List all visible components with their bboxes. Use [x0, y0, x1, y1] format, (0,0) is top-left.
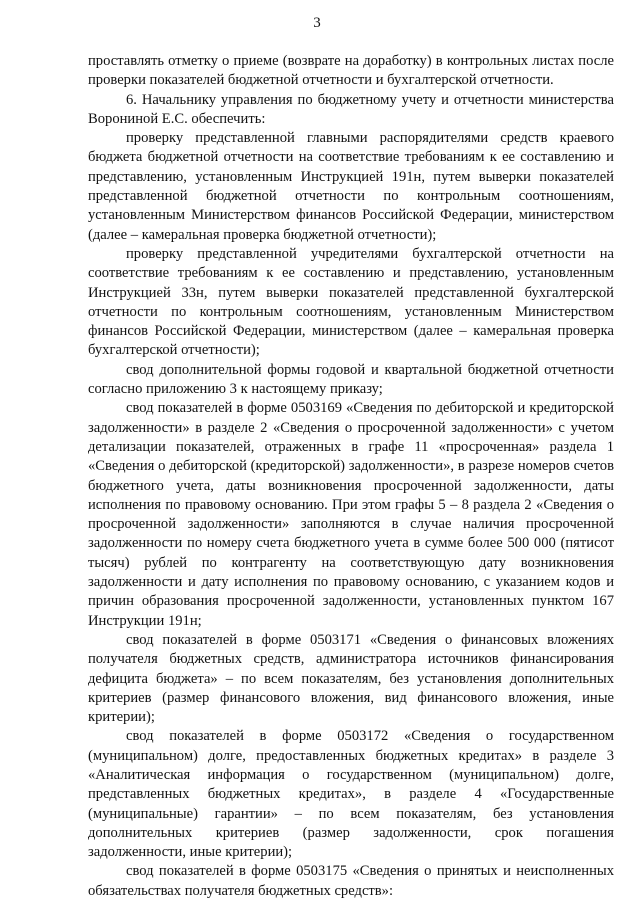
page-number: 3 [313, 15, 321, 31]
document-body [88, 52, 614, 901]
paragraph-form-0503169: свод показателей в форме 0503169 «Сведения по дебиторской и кредиторской задолженности» в разделе 2 «Сведения о просроченной задолженности» с учетом детализации показателей, отраженных в графе 11 «просроченная» раздела 1 «Сведения о дебиторской (кредиторской) задолженности», в разрезе номеров счетов бюджетного учета, даты возникновения просроченной задолженности, даты исполнения по правовому основанию. При этом графы 5 – 8 раздела 2 «Сведения о просроченной задолженности» заполняются в случае наличия просроченной задолженности по номеру счета бюджетного учета в сумме более 500 000 (пятисот тысяч) рублей по контрагенту на соответствующую дату возникновения задолженности и дату исполнения по правовому основанию, с указанием кодов и причин образования просроченной задолженности, установленных пунктом 167 Инструкции 191н; [88, 400, 614, 629]
paragraph-continuation: проставлять отметку о приеме (возврате на доработку) в контрольных листах после проверки показателей бюджетной отчетности и бухгалтерской отчетности. [88, 53, 614, 89]
paragraph-form-0503175: свод показателей в форме 0503175 «Сведения о принятых и неисполненных обязательствах получателя бюджетных средств»: [88, 863, 614, 899]
paragraph-form-0503171: свод показателей в форме 0503171 «Сведения о финансовых вложениях получателя бюджетных средств, администратора источников финансирования дефицита бюджета» – по всем показателям, без установления дополнительных критериев (размер финансового вложения, вид финансового вложения, иные критерии); [88, 631, 614, 726]
paragraph-budget-reporting-check: проверку представленной главными распорядителями средств краевого бюджета бюджетной отчетности на соответствие требованиям к ее составлению и представлению, установленным Инструкцией 191н, путем выверки показателей представленной бюджетной отчетности по контрольным соотношениям, установленным Министерством финансов Российской Федерации, министерством (далее – камеральная проверка бюджетной отчетности); [88, 130, 614, 243]
paragraph-additional-form-summary: свод дополнительной формы годовой и квартальной бюджетной отчетности согласно приложению 3 к настоящему приказу; [88, 361, 614, 398]
paragraph-form-0503172: свод показателей в форме 0503172 «Сведения о государственном (муниципальном) долге, предоставленных бюджетных кредитах» в разделе 3 «Аналитическая информация о государственном (муниципальном) долге, представленных бюджетных кредитах», в разделе 4 «Государственные (муниципальные) гарантии» – по всем показателям, без установления дополнительных критериев (размер задолженности, срок погашения задолженности, иные критерии); [88, 728, 614, 861]
paragraph-item-6: 6. Начальнику управления по бюджетному учету и отчетности министерства Ворониной Е.С. обеспечить: [88, 91, 614, 127]
paragraph-accounting-reporting-check: проверку представленной учредителями бухгалтерской отчетности на соответствие требованиям к ее составлению и представлению, установленным Инструкцией 33н, путем выверки показателей представленной бухгалтерской отчетности по контрольным соотношениям, установленным Министерством финансов Российской Федерации, министерством (далее – камеральная проверка бухгалтерской отчетности); [88, 245, 614, 359]
